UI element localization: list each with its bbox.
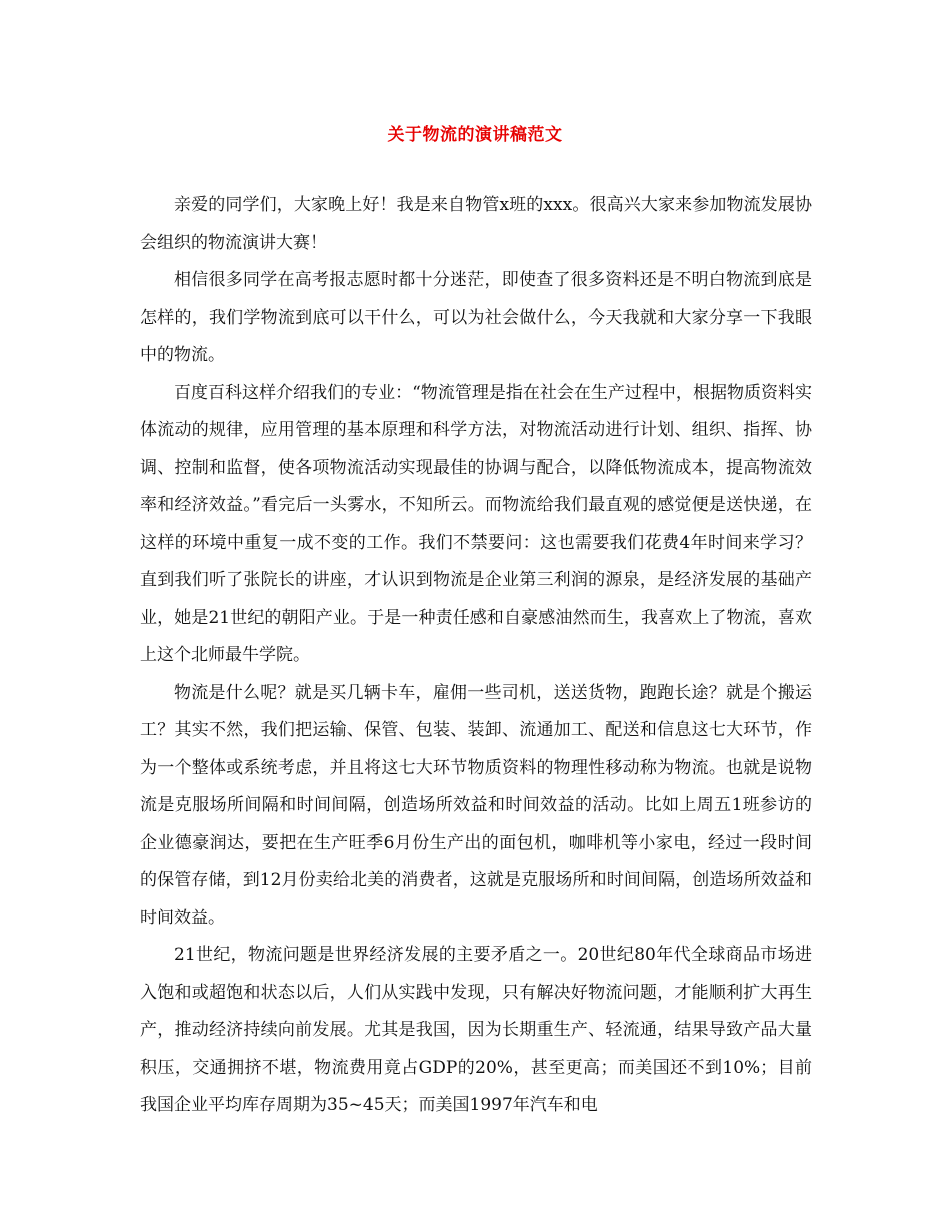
paragraph-confusion: 相信很多同学在高考报志愿时都十分迷茫，即使查了很多资料还是不明白物流到底是怎样的，我们学物流到底可以干什么，可以为社会做什么，今天我就和大家分享一下我眼中的物流。 (140, 270, 812, 365)
paragraph-what-is-logistics: 物流是什么呢？就是买几辆卡车，雇佣一些司机，送送货物，跑跑长途？就是个搬运工？其实不然，我们把运输、保管、包装、装卸、流通加工、配送和信息这七大环节，作为一个整体或系统考虑，并且将这七大环节物质资料的物理性移动称为物流。也就是说物流是克服场所间隔和时间间隔，创造场所效益和时间效益的活动。比如上周五1班参访的企业德豪润达，要把在生产旺季6月份生产出的面包机，咖啡机等小家电，经过一段时间的保管存储，到12月份卖给北美的消费者，这就是克服场所和时间间隔，创造场所效益和时间效益。 (140, 682, 812, 928)
document-body (140, 187, 812, 1125)
paragraph-greeting: 亲爱的同学们，大家晚上好！我是来自物管x班的xxx。很高兴大家来参加物流发展协会组织的物流演讲大赛！ (140, 195, 812, 253)
document-title: 关于物流的演讲稿范文 (387, 125, 563, 145)
paragraph-21st-century: 21世纪，物流问题是世界经济发展的主要矛盾之一。20世纪80年代全球商品市场进入饱和或超饱和状态以后，人们从实践中发现，只有解决好物流问题，才能顺利扩大再生产，推动经济持续向前发展。尤其是我国，因为长期重生产、轻流通，结果导致产品大量积压，交通拥挤不堪，物流费用竟占GDP的20%，甚至更高；而美国还不到10%；目前我国企业平均库存周期为35~45天；而美国1997年汽车和电 (140, 945, 812, 1115)
paragraph-definition: 百度百科这样介绍我们的专业：“物流管理是指在社会在生产过程中，根据物质资料实体流动的规律，应用管理的基本原理和科学方法，对物流活动进行计划、组织、指挥、协调、控制和监督，使各项物流活动实现最佳的协调与配合，以降低物流成本，提高物流效率和经济效益。”看完后一头雾水，不知所云。而物流给我们最直观的感觉便是送快递，在这样的环境中重复一成不变的工作。我们不禁要问：这也需要我们花费4年时间来学习？直到我们听了张院长的讲座，才认识到物流是企业第三利润的源泉，是经济发展的基础产业，她是21世纪的朝阳产业。于是一种责任感和自豪感油然而生，我喜欢上了物流，喜欢上这个北师最牛学院。 (140, 382, 812, 665)
